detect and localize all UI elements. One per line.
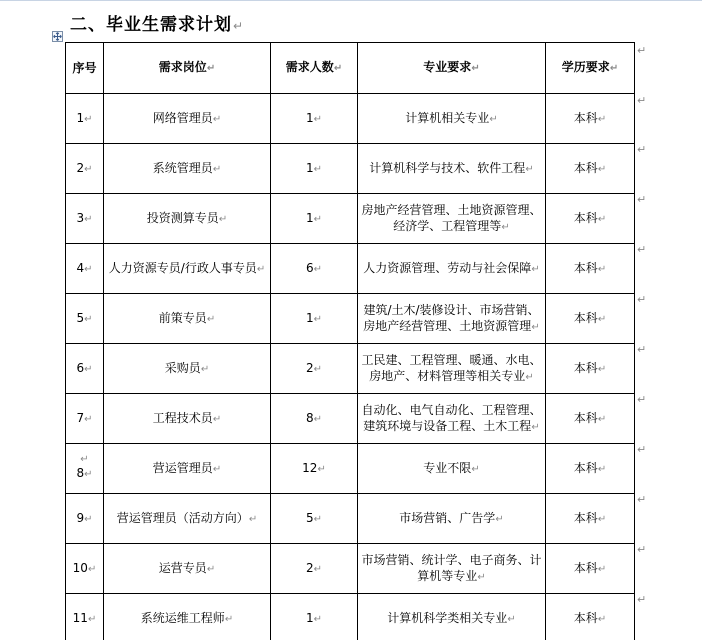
row-end-mark-icon: ↵	[637, 343, 647, 356]
row-end-mark-icon: ↵	[637, 243, 647, 256]
cell-count: 8↵	[271, 394, 358, 444]
row-end-mark-icon: ↵	[637, 94, 647, 107]
table-row	[66, 244, 635, 294]
row-end-mark-icon: ↵	[637, 293, 647, 306]
cell-no: 7↵	[66, 394, 104, 444]
cell-degree: 本科↵	[546, 344, 635, 394]
cell-position: 前策专员↵	[104, 294, 271, 344]
cell-major: 建筑/土木/装修设计、市场营销、房地产经营管理、土地资源管理↵	[358, 294, 546, 344]
table-row	[66, 394, 635, 444]
row-end-mark-icon: ↵	[637, 393, 647, 406]
cell-count: 1↵	[271, 594, 358, 640]
cell-degree: 本科↵	[546, 244, 635, 294]
cell-position: 系统运维工程师↵	[104, 594, 271, 640]
cell-major: 工民建、工程管理、暖通、水电、房地产、材料管理等相关专业↵	[358, 344, 546, 394]
cell-major: 房地产经营管理、土地资源管理、经济学、工程管理等↵	[358, 194, 546, 244]
cell-major: 自动化、电气自动化、工程管理、建筑环境与设备工程、土木工程↵	[358, 394, 546, 444]
cell-degree: 本科↵	[546, 594, 635, 640]
cell-major: 计算机科学类相关专业↵	[358, 594, 546, 640]
cell-position: 人力资源专员/行政人事专员↵	[104, 244, 271, 294]
cell-degree: 本科↵	[546, 494, 635, 544]
row-end-mark-icon: ↵	[637, 193, 647, 206]
cell-position: 营运管理员↵	[104, 444, 271, 494]
section-heading	[70, 10, 244, 35]
table-row	[66, 544, 635, 594]
row-end-mark-icon: ↵	[637, 143, 647, 156]
section-heading-text: 二、毕业生需求计划	[70, 15, 232, 35]
cell-position: 营运管理员（活动方向）↵	[104, 494, 271, 544]
cell-no: 2↵	[66, 144, 104, 194]
cell-position: 工程技术员↵	[104, 394, 271, 444]
cell-count: 2↵	[271, 544, 358, 594]
cell-major: 市场营销、广告学↵	[358, 494, 546, 544]
cell-count: 1↵	[271, 194, 358, 244]
row-end-mark-icon: ↵	[637, 493, 647, 506]
cell-position: 网络管理员↵	[104, 94, 271, 144]
cell-no: 6↵	[66, 344, 104, 394]
cell-position: 运营专员↵	[104, 544, 271, 594]
cell-no: 4↵	[66, 244, 104, 294]
cell-no: 10↵	[66, 544, 104, 594]
cell-count: 6↵	[271, 244, 358, 294]
cell-degree: 本科↵	[546, 444, 635, 494]
top-border-line	[0, 0, 702, 1]
table-row	[66, 494, 635, 544]
table-row	[66, 144, 635, 194]
row-end-mark-icon: ↵	[637, 543, 647, 556]
cell-position: 采购员↵	[104, 344, 271, 394]
header-position: 需求岗位↵	[104, 43, 271, 94]
table-row	[66, 594, 635, 640]
cell-major: 人力资源管理、劳动与社会保障↵	[358, 244, 546, 294]
cell-degree: 本科↵	[546, 294, 635, 344]
cell-count: 12↵	[271, 444, 358, 494]
header-degree: 学历要求↵	[546, 43, 635, 94]
table-row	[66, 344, 635, 394]
cell-count: 5↵	[271, 494, 358, 544]
table-move-handle-icon[interactable]	[52, 31, 63, 42]
cell-major: 计算机科学与技术、软件工程↵	[358, 144, 546, 194]
row-end-mark-icon: ↵	[637, 593, 647, 606]
cell-degree: 本科↵	[546, 194, 635, 244]
row-end-mark-icon: ↵	[637, 443, 647, 456]
cell-count: 1↵	[271, 144, 358, 194]
cell-count: 1↵	[271, 94, 358, 144]
cell-degree: 本科↵	[546, 94, 635, 144]
cell-degree: 本科↵	[546, 394, 635, 444]
cell-major: 专业不限↵	[358, 444, 546, 494]
cell-no: 9↵	[66, 494, 104, 544]
table-row	[66, 444, 635, 494]
cell-no: 1↵	[66, 94, 104, 144]
cell-position: 投资测算专员↵	[104, 194, 271, 244]
paragraph-mark-icon: ↵	[233, 19, 245, 33]
cell-no: 3↵	[66, 194, 104, 244]
cell-position: 系统管理员↵	[104, 144, 271, 194]
table-row	[66, 194, 635, 244]
cell-major: 计算机相关专业↵	[358, 94, 546, 144]
header-count: 需求人数↵	[271, 43, 358, 94]
row-end-mark-icon: ↵	[637, 44, 647, 57]
table-row	[66, 294, 635, 344]
cell-major: 市场营销、统计学、电子商务、计算机等专业↵	[358, 544, 546, 594]
table-row	[66, 94, 635, 144]
header-no: 序号	[66, 43, 104, 94]
cell-degree: 本科↵	[546, 144, 635, 194]
demand-plan-table	[65, 42, 635, 640]
table-header-row	[66, 43, 635, 94]
cell-no: ↵ 8↵	[66, 444, 104, 494]
cell-count: 1↵	[271, 294, 358, 344]
header-major: 专业要求↵	[358, 43, 546, 94]
cell-degree: 本科↵	[546, 544, 635, 594]
cell-no: 11↵	[66, 594, 104, 640]
cell-no: 5↵	[66, 294, 104, 344]
cell-count: 2↵	[271, 344, 358, 394]
